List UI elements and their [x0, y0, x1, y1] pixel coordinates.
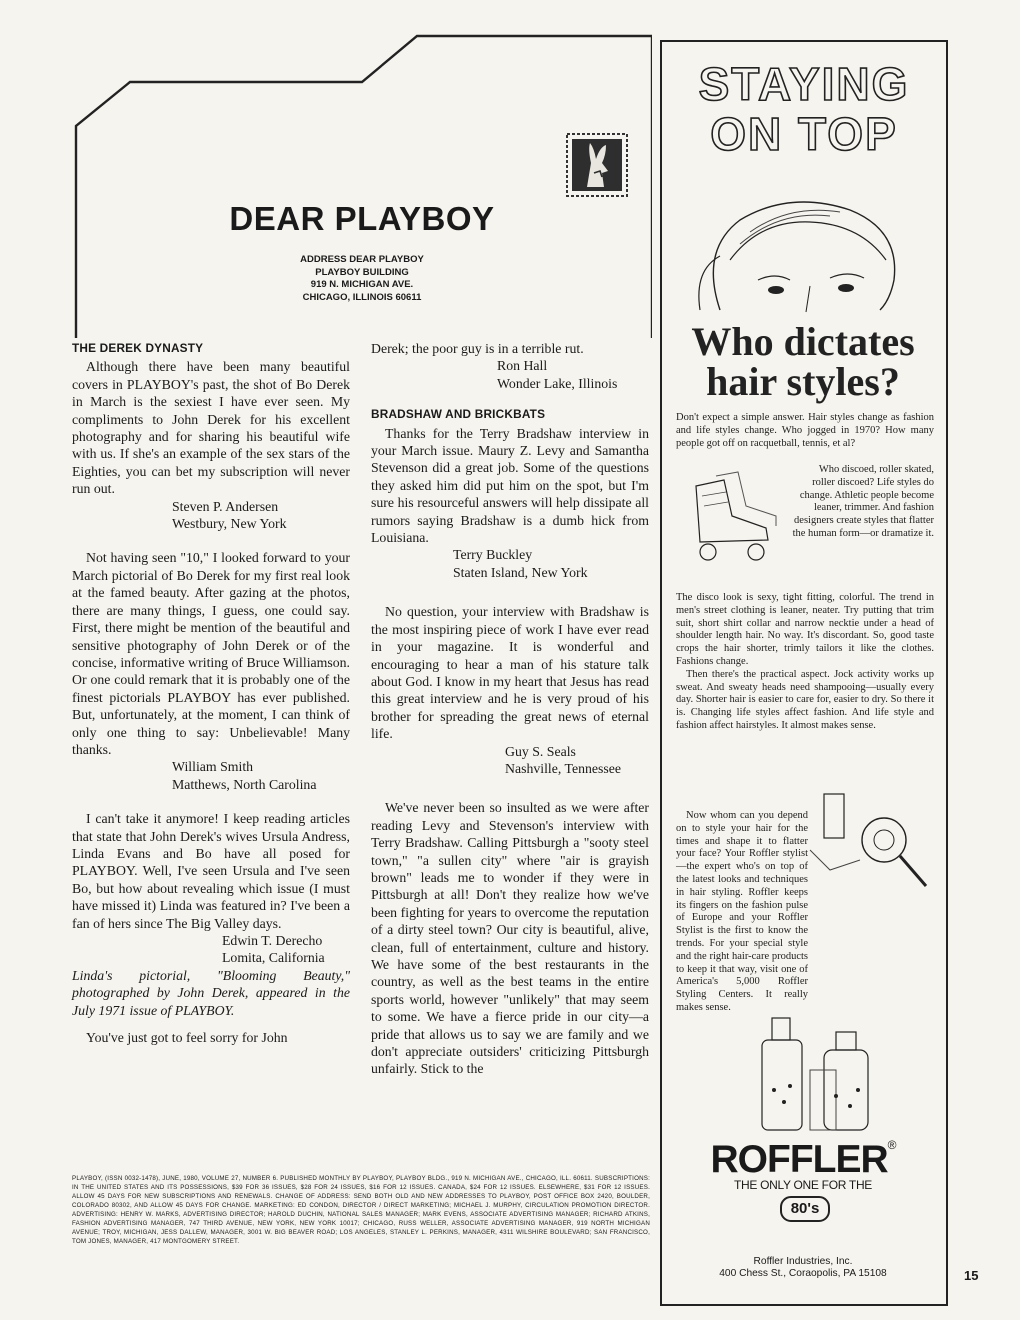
signature-name: Guy S. Seals [505, 743, 576, 759]
signature-name: Edwin T. Derecho [222, 933, 323, 948]
letter-text: You've just got to feel sorry for John [86, 1030, 288, 1046]
mailing-address [72, 254, 652, 304]
letter-signature [371, 546, 649, 581]
signature-place: Nashville, Tennessee [505, 760, 622, 776]
letter-text: I can't take it anymore! I keep reading articles that state that John Derek's wives Ursula Andress, Linda Evans and Bo have all posed for PLAYBOY. Well, I've seen Ursula and I've seen Bo, but how about revealing which issue (I must have missed it) Linda was featured in? I've been a fan of hers since The Big Valley days. [72, 811, 350, 931]
ad-paragraph: Then there's the practical aspect. Jock activity works up sweat. And sweaty heads need shampooing—usually every day. Shorter hair is easier to care for, easier to dry. So there it is. Changing life styles affect fashion. And life style and fashion affect hairstyles. It almost makes sense. [676, 668, 934, 731]
eighties-badge: 80's [780, 1196, 830, 1222]
address-line: 919 N. MICHIGAN AVE. [310, 279, 414, 290]
brand-name: ROFFLER [710, 1138, 888, 1181]
section-heading: BRADSHAW AND BRICKBATS [371, 407, 546, 422]
section-heading: THE DEREK DYNASTY [72, 341, 204, 355]
letter-signature [371, 357, 649, 392]
ad-paragraph: Now whom can you depend on to style your hair for the times and shape it to flatter your face? Your Roffler stylist—the expert who's on top of the latest looks and techniques in hair styling. Roffler keeps its fingers on the fashion pulse of Europe and your Roffler Stylist is the first to know the trends. For your special style and the right hair-care products to keep it that way, visit one of America's 5,000 Roffler Styling Centers. It really makes sense. [676, 810, 808, 1013]
headline-graphic-line: ON TOP [710, 108, 898, 156]
company-name: Roffler Industries, Inc. [753, 1256, 853, 1267]
headline-graphic-line: STAYING [698, 58, 910, 110]
ad-copy-bottom [676, 810, 934, 1015]
address-line: CHICAGO, ILLINOIS 60611 [302, 291, 422, 303]
letter-text: No question, your interview with Bradshaw is the most inspiring piece of work I have ever read in your magazine. It is wonderful and encouraging to hear a man of his stature talk about God. I know in my heart that Jesus has read this great interview and he is very proud of his brother for spreading the great news of eternal life. [371, 604, 649, 742]
letter-text: Thanks for the Terry Bradshaw interview in your March issue. Maury Z. Levy and Samantha Stevenson did a great job. Some of the questions they asked him did put him on the spot, but I'm sure his resourceful answers will help dissipate all rumors saying Bradshaw is a dumb hick from Louisiana. [371, 425, 649, 546]
letter-text: Not having seen "10," I looked forward to your March pictorial of Bo Derek for my first real look at the famed beauty. After gazing at the photos, there are many things, I guess, one could say. First, there might be mention of the beautiful and sensitive photography of John Derek or of the concise, informative writing of Bruce Williamson. Or one could remark that it is probably one of the finest pictorials PLAYBOY has ever published. But, unfortunately, at the moment, I can think of only one thing to say: Unbelievable! Many thanks. [72, 550, 350, 757]
address-line: PLAYBOY BUILDING [315, 266, 409, 278]
shampoo-bottles-illustration [750, 1010, 880, 1134]
letter-signature [72, 498, 350, 533]
signature-place: Matthews, North Carolina [172, 776, 317, 792]
letter-signature [72, 758, 350, 793]
letter-text: Derek; the poor guy is in a terrible rut. [371, 341, 584, 356]
signature-name: Steven P. Andersen [172, 498, 279, 514]
signature-place: Staten Island, New York [453, 564, 588, 580]
editor-note: Linda's pictorial, "Blooming Beauty," photographed by John Derek, appeared in the July 1971 issue of PLAYBOY. [72, 967, 350, 1018]
roller-skates-illustration [676, 466, 782, 570]
letter-signature [371, 743, 649, 778]
brand-logo [672, 1138, 934, 1182]
page-number: 15 [964, 1268, 979, 1283]
ad-copy-middle [676, 592, 934, 733]
letter-text: Although there have been many beautiful covers in PLAYBOY's past, the shot of Bo Derek in March is the sexiest I have ever seen. My compliments to John Derek for his excellent photography and for sharing his beautiful wife with us. If she's an example of the sex stars of the Eighties, you can bet my subscription will never run out. [72, 359, 350, 497]
signature-name: Terry Buckley [453, 547, 533, 563]
signature-place: Lomita, California [222, 950, 325, 966]
mans-face-illustration [680, 160, 928, 320]
registered-mark: ® [887, 1138, 896, 1152]
left-column [72, 340, 350, 1046]
ad-paragraph: Don't expect a simple answer. Hair styles change as fashion and life styles change. Who jogged in 1970? How many people got off on racquetball, tennis, et al? [676, 412, 934, 449]
signature-place: Westbury, New York [172, 516, 287, 532]
staying-on-top-logo [688, 56, 920, 156]
rabbit-head-stamp-icon [566, 133, 628, 197]
signature-name: William Smith [172, 759, 254, 775]
letter-text: We've never been so insulted as we were after reading Levy and Stevenson's interview with Terry Bradshaw. Calling Pittsburgh a "sooty steel town," "a sullen city" where "air is grayish brown" leads me to wonder if they were in Pittsburgh at all! Don't they realize how we've been fighting for years to overcome the reputation of a dirty steel town? Our city is beautiful, alive, clean, full of entertainment, culture and history. We have some of the best restaurants in the country, as well as the best teams in the entire sports world, however "unlikely" that may seem to some. We have a fierce pride in our city—a pride that allows us to say we are family and we don't appreciate outsiders' criticizing Pittsburgh unfairly. Stick to the [371, 800, 649, 1077]
letter-signature [72, 932, 350, 967]
publication-footer: PLAYBOY, (ISSN 0032-1478), JUNE, 1980, VOLUME 27, NUMBER 6. PUBLISHED MONTHLY BY PLAYBOY, PLAYBOY BLDG., 919 N. MICHIGAN AVE., CHICAGO, ILL. 60611. SUBSCRIPTIONS: IN THE UNITED STATES AND ITS POSSESSIONS, $39 FOR 36 ISSUES, $28 FOR 24 ISSUES, $16 FOR 12 ISSUES. CANADA, $24 FOR 12 ISSUES. ELSEWHERE, $31 FOR 12 ISSUES. ALLOW 45 DAYS FOR NEW SUBSCRIPTIONS AND RENEWALS. CHANGE OF ADDRESS: SEND BOTH OLD AND NEW ADDRESSES TO PLAYBOY, POST OFFICE BOX 2420, BOULDER, COLORADO 80302, AND ALLOW 45 DAYS FOR CHANGE. MARKETING: ED CONDON, DIRECTOR / DIRECT MARKETING; MICHAEL J. MURPHY, CIRCULATION PROMOTION DIRECTOR. ADVERTISING: HENRY W. MARKS, ADVERTISING DIRECTOR; HAROLD DUCHIN, NATIONAL SALES MANAGER; MARK EVENS, ASSOCIATE ADVERTISING MANAGER; RICHARD ATKINS, FASHION ADVERTISING MANAGER, 747 THIRD AVENUE, NEW YORK, NEW YORK 10017; CHICAGO, RUSS WELLER, ASSOCIATE ADVERTISING MANAGER, 919 NORTH MICHIGAN AVENUE; TROY, MICHIGAN, JESS DALLEW, MANAGER, 3001 W. BIG BEAVER ROAD; LOS ANGELES, STANLEY L. PERKINS, MANAGER, 4311 WILSHIRE BOULEVARD; SAN FRANCISCO, TOM JONES, MANAGER, 417 MONTGOMERY STREET. [72, 1175, 650, 1245]
address-line: ADDRESS DEAR PLAYBOY [300, 254, 424, 265]
ad-copy-float [784, 464, 934, 541]
company-address: 400 Chess St., Coraopolis, PA 15108 [719, 1268, 887, 1279]
signature-place: Wonder Lake, Illinois [497, 375, 618, 391]
signature-name: Ron Hall [497, 358, 548, 374]
ad-copy-top [676, 412, 934, 450]
brand-tagline: THE ONLY ONE FOR THE [733, 1178, 873, 1192]
company-info [672, 1256, 934, 1280]
right-column [371, 340, 649, 1078]
page-title: DEAR PLAYBOY [229, 200, 495, 237]
ad-paragraph: Who discoed, roller skated, roller discoed? Life styles do change. Athletic people become leaner, trimmer. And fashion designers create styles that flatter the human form—or dramatize it. [792, 464, 934, 539]
ad-paragraph: The disco look is sexy, tight fitting, colorful. The trend in men's street clothing is leaner, neater. Try putting that trim suit, short shirt collar and narrow necktie under a head of shoulder length hair. No way. It's discordant. So, good taste crops the hair shorter, trimly tailors it like the clothes. Fashions change. [676, 592, 934, 667]
ad-headline: Who dictates hair styles? [691, 319, 915, 404]
